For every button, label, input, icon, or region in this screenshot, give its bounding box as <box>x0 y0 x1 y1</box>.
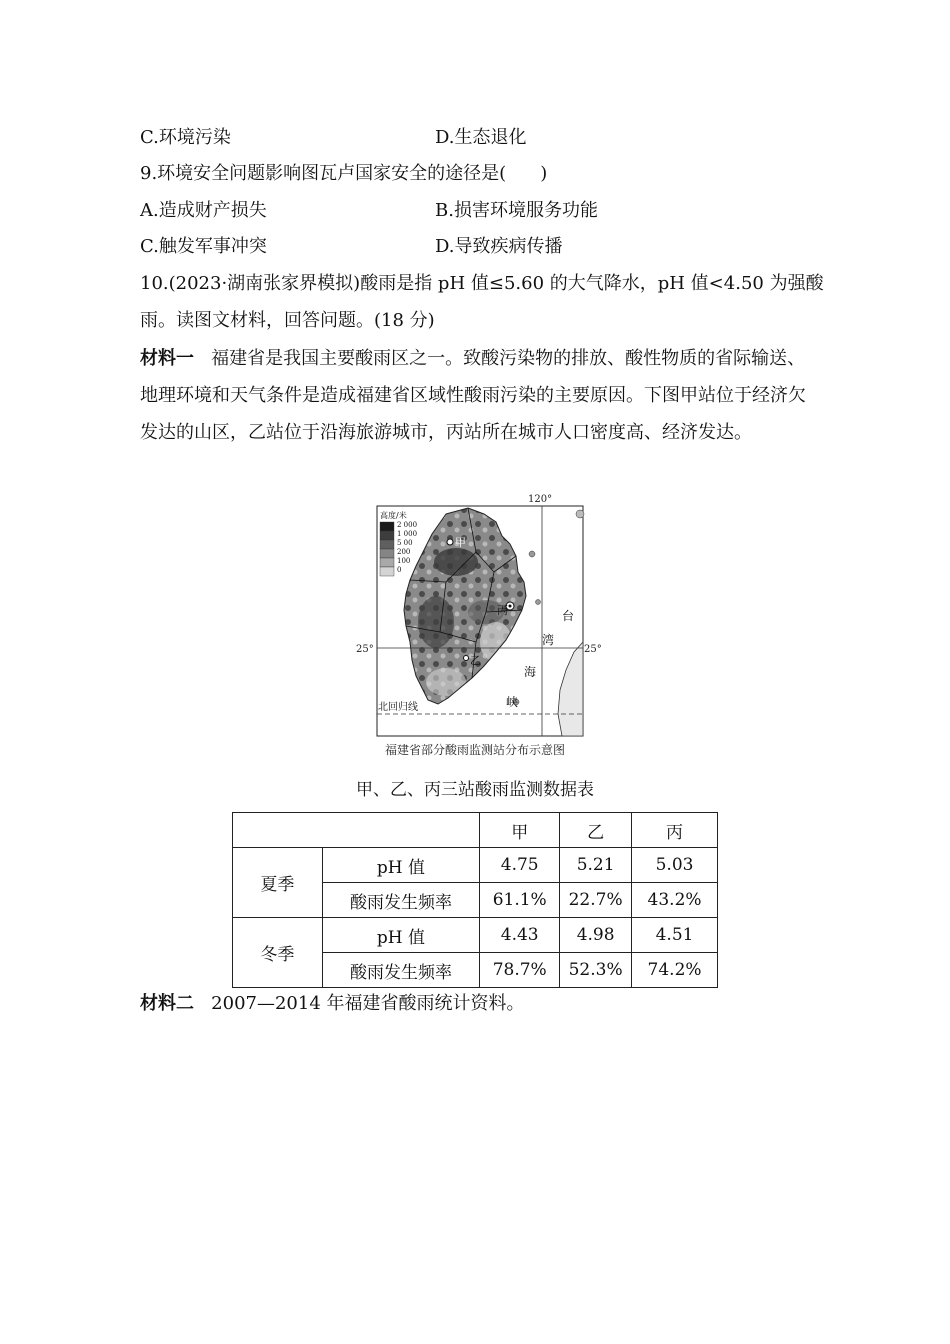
table-row <box>233 918 718 953</box>
latitude-label-right: 25° <box>584 644 602 655</box>
q9-option-b: B.损害环境服务功能 <box>435 200 598 221</box>
legend-swatch <box>380 558 394 567</box>
header-bing: 丙 <box>632 813 718 848</box>
table-cell: 78.7% <box>480 953 560 988</box>
material1-text: 福建省是我国主要酸雨区之一。致酸污染物的排放、酸性物质的省际输送、地理环境和天气条件是造成福建省区域性酸雨污染的主要原因。下图甲站位于经济欠发达的山区，乙站位于沿海旅游城市，丙站所在城市人口密度高、经济发达。 <box>140 348 806 443</box>
sea-char-3: 海 <box>524 665 537 679</box>
latitude-label-left: 25° <box>356 644 374 655</box>
table-cell: 5.03 <box>632 848 718 883</box>
material1-paragraph <box>140 340 812 451</box>
station-jia-label: 甲 <box>455 536 466 549</box>
legend-level-label: 0 <box>397 566 402 574</box>
map-caption: 福建省部分酸雨监测站分布示意图 <box>384 743 565 757</box>
island <box>529 551 535 557</box>
longitude-label: 120° <box>528 494 553 505</box>
row-label: 酸雨发生频率 <box>322 883 480 918</box>
legend-swatch <box>380 531 394 540</box>
q9-option-d: D.导致疾病传播 <box>435 236 563 257</box>
legend-swatch <box>380 567 394 576</box>
sea-char-4: 峡 <box>506 695 519 709</box>
acid-rain-table <box>232 812 718 988</box>
legend-level-label: 100 <box>397 557 411 565</box>
q9-stem-text: 9.环境安全问题影响图瓦卢国家安全的途径是( <box>140 163 507 184</box>
sea-char-2: 湾 <box>542 633 555 647</box>
row-label: pH 值 <box>322 918 480 953</box>
legend-level-label: 5 00 <box>397 539 413 547</box>
legend-swatch <box>380 549 394 558</box>
table-cell: 4.43 <box>480 918 560 953</box>
table-cell: 4.51 <box>632 918 718 953</box>
table-title: 甲、乙、丙三站酸雨监测数据表 <box>356 780 594 800</box>
row-label: 酸雨发生频率 <box>322 953 480 988</box>
legend-title: 高度/米 <box>380 511 407 520</box>
q9-option-a: A.造成财产损失 <box>140 200 267 221</box>
station-jia-marker <box>447 539 453 545</box>
station-yi-marker <box>464 656 469 661</box>
q8-option-c: C.环境污染 <box>140 127 231 148</box>
table-cell: 4.98 <box>560 918 632 953</box>
table-header-row <box>233 813 718 848</box>
table-cell: 61.1% <box>480 883 560 918</box>
legend-level-label: 200 <box>397 548 411 556</box>
table-cell: 22.7% <box>560 883 632 918</box>
row-label: pH 值 <box>322 848 480 883</box>
island <box>576 510 584 518</box>
material2-label: 材料二 <box>140 993 194 1014</box>
season-winter: 冬季 <box>233 918 323 988</box>
q9-stem <box>140 162 547 186</box>
table-cell: 52.3% <box>560 953 632 988</box>
q9-option-c: C.触发军事冲突 <box>140 236 267 257</box>
material2-text: 2007—2014 年福建省酸雨统计资料。 <box>211 993 525 1014</box>
legend-level-label: 2 000 <box>397 521 418 529</box>
q10-stem-line1: 10.(2023·湖南张家界模拟)酸雨是指 pH 值≤5.60 的大气降水，pH 值<4.50 为强酸 <box>140 273 824 294</box>
table-cell: 5.21 <box>560 848 632 883</box>
table-corner-cell <box>233 813 480 848</box>
sea-char-1: 台 <box>562 609 575 623</box>
island <box>536 600 541 605</box>
q8-option-d: D.生态退化 <box>435 127 527 148</box>
table-cell: 43.2% <box>632 883 718 918</box>
legend-swatch <box>380 522 394 531</box>
material2-line <box>140 992 525 1016</box>
header-jia: 甲 <box>480 813 560 848</box>
material1-label: 材料一 <box>140 348 194 369</box>
station-bing-label: 丙 <box>497 604 508 617</box>
header-yi: 乙 <box>560 813 632 848</box>
table-row <box>233 848 718 883</box>
station-bing-center <box>509 605 512 608</box>
station-yi-label: 乙 <box>470 654 481 667</box>
q10-stem-line2: 雨。读图文材料，回答问题。(18 分) <box>140 310 435 331</box>
legend-level-label: 1 000 <box>397 530 418 538</box>
tropic-label: 北回归线 <box>378 702 418 713</box>
table-cell: 74.2% <box>632 953 718 988</box>
season-summer: 夏季 <box>233 848 323 918</box>
fujian-map <box>356 492 602 740</box>
q9-stem-close: ) <box>540 163 548 184</box>
legend-swatch <box>380 540 394 549</box>
table-cell: 4.75 <box>480 848 560 883</box>
